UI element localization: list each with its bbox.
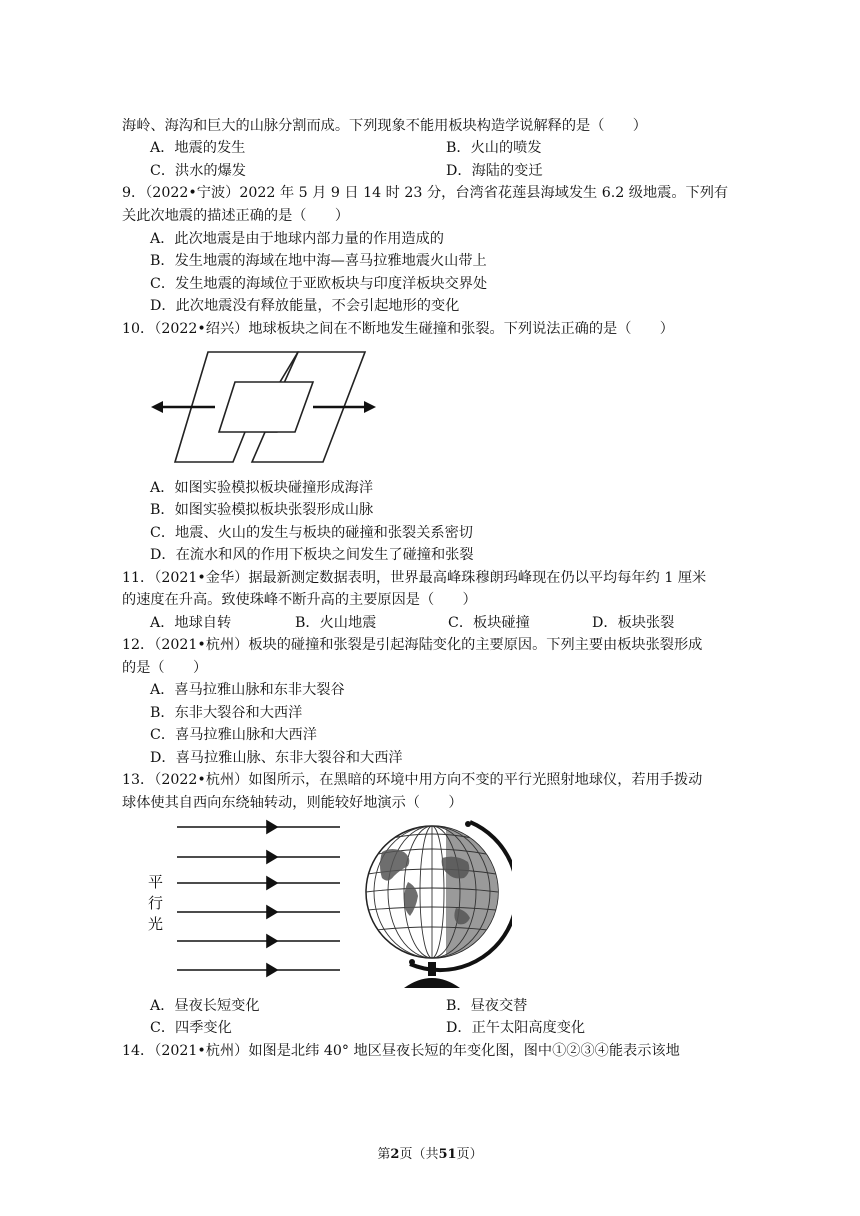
label-char-2: 行: [148, 894, 164, 912]
plate-model-figure: [145, 348, 385, 468]
q11-option-b: B．火山地震: [295, 615, 377, 631]
q8-option-d: D．海陆的变迁: [446, 163, 543, 179]
q11-option-d: D．板块张裂: [592, 615, 675, 631]
footer-total-pages: 51: [438, 1147, 457, 1162]
q8-option-b: B．火山的喷发: [446, 140, 542, 156]
q9-option-b: B．发生地震的海域在地中海—喜马拉雅地震火山带上: [150, 253, 487, 269]
q13-option-c: C．四季变化: [150, 1020, 232, 1036]
q13-option-b: B．昼夜交替: [446, 998, 528, 1014]
q14-stem-line1: 14．（2021•杭州）如图是北纬 40° 地区昼夜长短的年变化图，图中①②③④能表示该地: [122, 1043, 680, 1059]
q12-option-b: B．东非大裂谷和大西洋: [150, 705, 303, 721]
q9-option-a: A．此次地震是由于地球内部力量的作用造成的: [150, 231, 444, 247]
q12-stem-line1: 12．（2021•杭州）板块的碰撞和张裂是引起海陆变化的主要原因。下列主要由板块张裂形成: [122, 637, 703, 653]
q13-option-d: D．正午太阳高度变化: [446, 1020, 586, 1036]
q8-option-c: C．洪水的爆发: [150, 163, 246, 179]
q13-stem-line2: 球体使其自西向东绕轴转动，则能较好地演示（ ）: [122, 795, 463, 811]
label-char-1: 平: [148, 873, 164, 891]
footer-page-number: 2: [390, 1147, 400, 1162]
q10-option-c: C．地震、火山的发生与板块的碰撞和张裂关系密切: [150, 525, 473, 541]
q8-stem-tail: 海岭、海沟和巨大的山脉分割而成。下列现象不能用板块构造学说解释的是（ ）: [122, 118, 647, 134]
inner-square: [219, 382, 313, 432]
q10-option-a: A．如图实验模拟板块碰撞形成海洋: [150, 480, 374, 496]
globe-figure: [352, 812, 512, 994]
globe-stem: [428, 962, 436, 976]
q9-option-c: C．发生地震的海域位于亚欧板块与印度洋板块交界处: [150, 276, 488, 292]
label-char-3: 光: [148, 915, 164, 933]
night-side: [446, 812, 512, 982]
q12-stem-line2: 的是（ ）: [122, 660, 208, 676]
right-arrow-head: [364, 401, 376, 413]
footer-suffix: 页）: [456, 1147, 483, 1162]
q8-option-a: A．地震的发生: [150, 140, 246, 156]
q12-option-c: C．喜马拉雅山脉和大西洋: [150, 727, 317, 743]
q12-option-a: A．喜马拉雅山脉和东非大裂谷: [150, 682, 345, 698]
q10-stem: 10．（2022•绍兴）地球板块之间在不断地发生碰撞和张裂。下列说法正确的是（ ）: [122, 321, 674, 337]
page-footer: [0, 1143, 860, 1162]
q11-option-c: C．板块碰撞: [448, 615, 530, 631]
parallel-light-figure: [145, 815, 345, 980]
q9-stem-line1: 9．（2022•宁波）2022 年 5 月 9 日 14 时 23 分，台湾省花莲县海域发生 6.2 级地震。下列有: [122, 185, 729, 201]
parallel-light-label: [148, 872, 163, 935]
q10-option-b: B．如图实验模拟板块张裂形成山脉: [150, 502, 374, 518]
q11-stem-line2: 的速度在升高。致使珠峰不断升高的主要原因是（ ）: [122, 592, 477, 608]
q9-option-d: D．此次地震没有释放能量，不会引起地形的变化: [150, 298, 460, 314]
q12-option-d: D．喜马拉雅山脉、东非大裂谷和大西洋: [150, 750, 403, 766]
left-arrow-head: [151, 401, 163, 413]
q13-option-a: A．昼夜长短变化: [150, 998, 260, 1014]
globe-base: [404, 978, 460, 988]
q13-stem-line1: 13．（2022•杭州）如图所示，在黑暗的环境中用方向不变的平行光照射地球仪，若用手拨动: [122, 772, 703, 788]
q10-option-d: D．在流水和风的作用下板块之间发生了碰撞和张裂: [150, 547, 474, 563]
footer-middle: 页（共: [399, 1147, 439, 1162]
footer-prefix: 第: [377, 1147, 391, 1162]
q11-stem-line1: 11．（2021•金华）据最新测定数据表明，世界最高峰珠穆朗玛峰现在仍以平均每年约 1 厘米: [122, 570, 707, 586]
q9-stem-line2: 关此次地震的描述正确的是（ ）: [122, 208, 350, 224]
q11-option-a: A．地球自转: [150, 615, 232, 631]
